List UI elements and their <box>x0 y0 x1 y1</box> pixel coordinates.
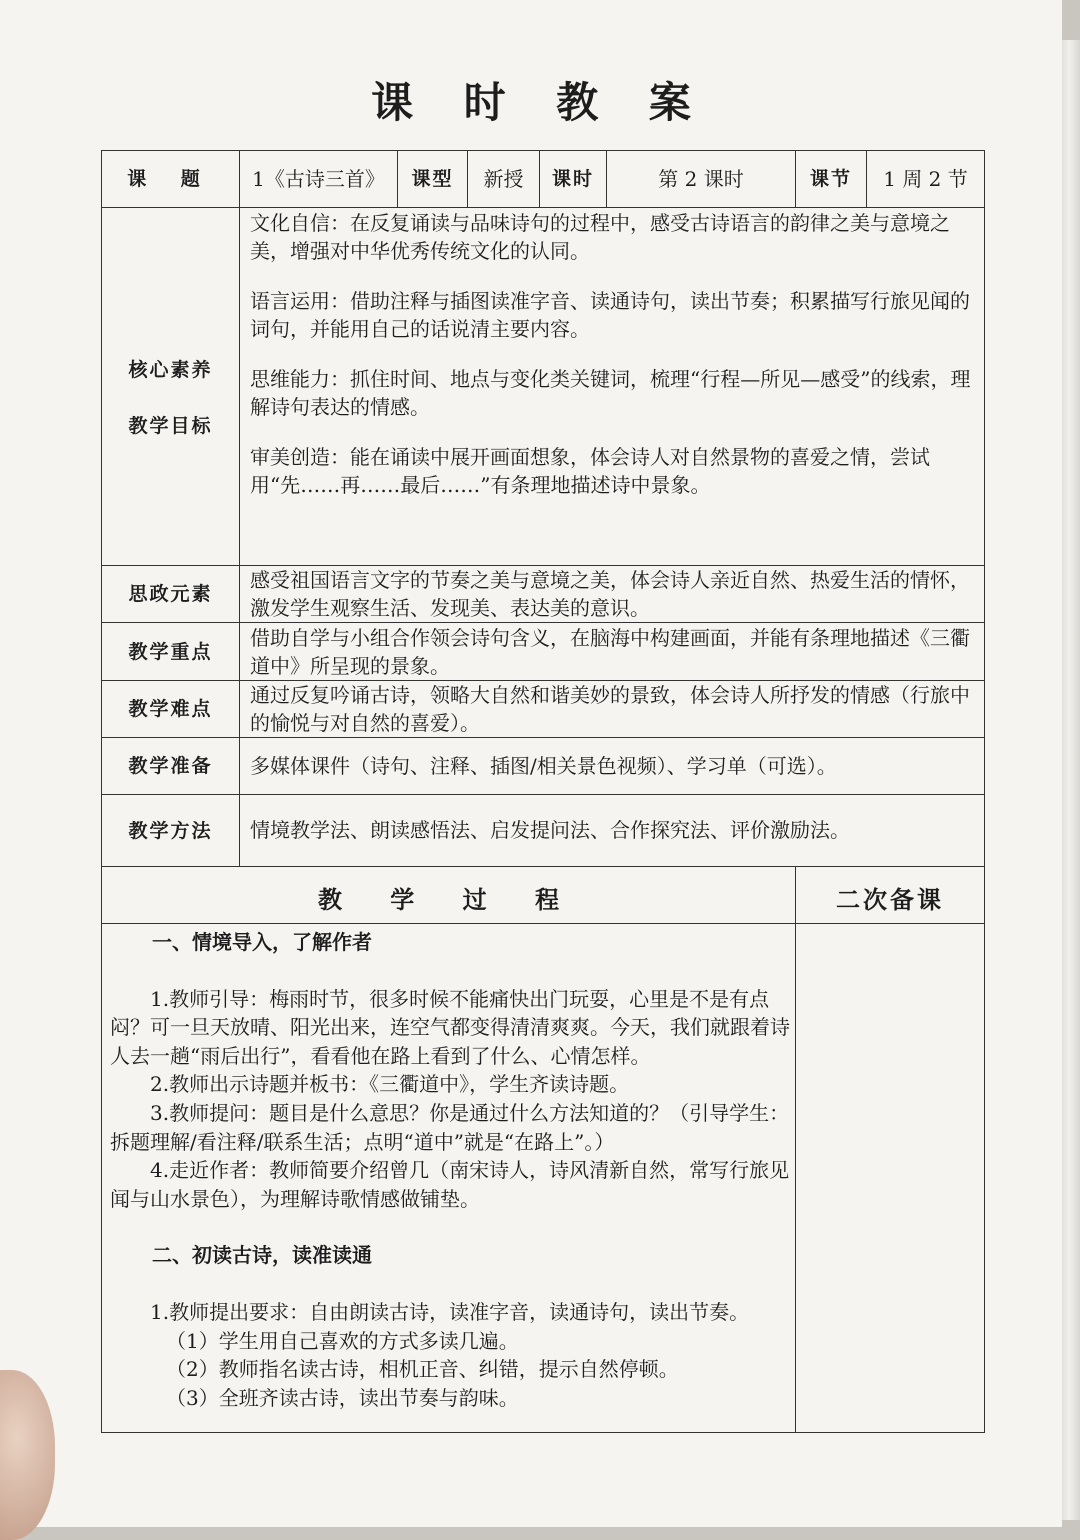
goal-language: 语言运用：借助注释与插图读准字音、读通诗句，读出节奏；积累描写行旅见闻的词句，并能用自己的话说清主要内容。 <box>250 289 970 341</box>
part2-step1: 1.教师提出要求：自由朗读古诗，读准字音，读通诗句，读出节奏。 <box>150 1299 750 1324</box>
paper-stack-edge <box>1062 40 1080 1520</box>
part1-title: 一、情境导入，了解作者 <box>152 930 372 954</box>
process-heading: 教 学 过 程 <box>317 886 580 914</box>
period-value: 第 2 课时 <box>658 167 744 191</box>
difficulties-text: 通过反复吟诵古诗，领略大自然和谐美妙的景致，体会诗人所抒发的情感（行旅中的愉悦与对自然的喜爱）。 <box>250 683 970 735</box>
goals-text <box>250 209 972 521</box>
goals-label-line1: 核心素养 <box>128 359 213 381</box>
part2-sub2: （2）教师指名读古诗，相机正音、纠错，提示自然停顿。 <box>166 1357 679 1382</box>
difficulties-label: 教学难点 <box>128 698 213 720</box>
part1-step3: 3.教师提问：题目是什么意思？你是通过什么方法知道的？（引导学生：拆题理解/看注释/联系生活；点明“道中”就是“在路上”。） <box>110 1100 790 1154</box>
goal-thinking: 思维能力：抓住时间、地点与变化类关键词，梳理“行程—所见—感受”的线索，理解诗句表达的情感。 <box>250 367 971 419</box>
process-body <box>110 928 790 1412</box>
methods-text: 情境教学法、朗读感悟法、启发提问法、合作探究法、评价激励法。 <box>250 818 850 842</box>
topic-value: 1《古诗三首》 <box>252 167 385 191</box>
part1-step4: 4.走近作者：教师简要介绍曾几（南宋诗人，诗风清新自然，常写行旅见闻与山水景色），为理解诗歌情感做铺垫。 <box>110 1158 790 1211</box>
goal-culture: 文化自信：在反复诵读与品味诗句的过程中，感受古诗语言的韵律之美与意境之美，增强对中华优秀传统文化的认同。 <box>250 211 950 263</box>
type-value: 新授 <box>483 167 524 191</box>
part1-step1: 1.教师引导：梅雨时节，很多时候不能痛快出门玩耍，心里是不是有点闷？可一旦天放晴、阳光出来，连空气都变得清清爽爽。今天，我们就跟着诗人去一趟“雨后出行”，看看他在路上看到了什么、心情怎样。 <box>110 986 790 1068</box>
section-value: 1 周 2 节 <box>883 167 968 191</box>
key-points-label: 教学重点 <box>128 640 213 663</box>
part2-sub1: （1）学生用自己喜欢的方式多读几遍。 <box>166 1328 519 1353</box>
key-points-text: 借助自学与小组合作领会诗句含义，在脑海中构建画面，并能有条理地描述《三衢道中》所呈现的景象。 <box>250 626 970 678</box>
topic-label: 课 题 <box>127 168 214 190</box>
goals-label-line2: 教学目标 <box>128 415 213 437</box>
section-label: 课节 <box>809 168 852 190</box>
part1-step2: 2.教师出示诗题并板书：《三衢道中》，学生齐读诗题。 <box>150 1072 630 1097</box>
part2-title: 二、初读古诗，读准读通 <box>152 1243 372 1268</box>
second-prep-heading: 二次备课 <box>836 886 944 914</box>
methods-label: 教学方法 <box>128 819 213 842</box>
preparation-label: 教学准备 <box>128 755 213 777</box>
goal-aesthetic: 审美创造：能在诵读中展开画面想象，体会诗人对自然景物的喜爱之情，尝试用“先……再……最后……”有条理地描述诗中景象。 <box>250 445 930 497</box>
type-label: 课型 <box>411 168 454 190</box>
period-label: 课时 <box>551 168 594 190</box>
page-title: 课 时 教 案 <box>371 78 709 127</box>
part2-sub3: （3）全班齐读古诗，读出节奏与韵味。 <box>166 1385 519 1410</box>
ideology-text: 感受祖国语言文字的节奏之美与意境之美，体会诗人亲近自然、热爱生活的情怀，激发学生观察生活、发现美、表达美的意识。 <box>250 568 970 620</box>
ideology-label: 思政元素 <box>128 583 213 605</box>
goals-label <box>102 342 239 454</box>
preparation-text: 多媒体课件（诗句、注释、插图/相关景色视频）、学习单（可选）。 <box>250 754 837 778</box>
